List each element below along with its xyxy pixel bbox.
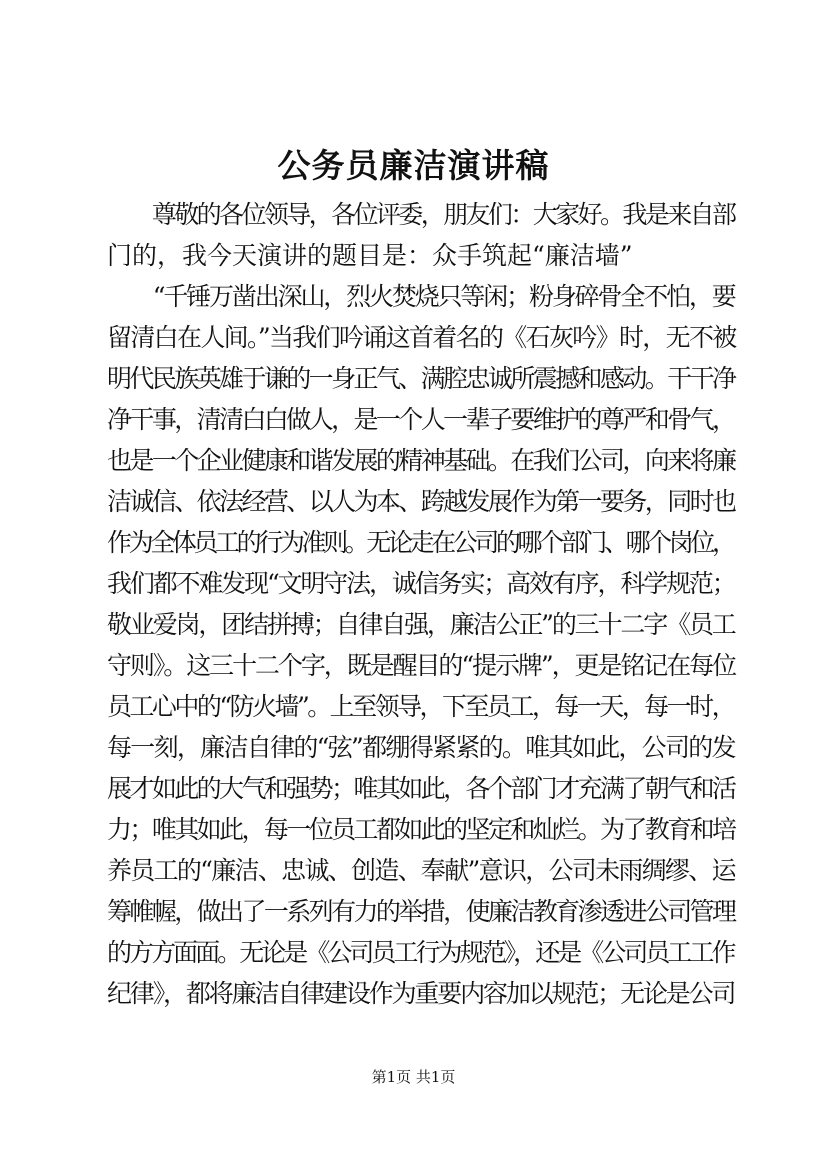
page-title: 公务员廉洁演讲稿 — [277, 146, 550, 185]
text-line: 门的，我今天演讲的题目是：众手筑起“廉洁墙” — [107, 241, 633, 270]
body-text — [107, 194, 737, 1014]
text-line: 我们都不难发现“文明守法，诚信务实；高效有序，科学规范； — [107, 569, 735, 598]
text-line: 养员工的“廉洁、忠诚、创造、奉献”意识，公司未雨绸缪、运 — [107, 856, 735, 885]
text-line: 留清白在人间。”当我们吟诵这首着名的《石灰吟》时，无不被 — [107, 323, 736, 352]
text-line: 敬业爱岗，团结拼搏；自律自强，廉洁公正”的三十二字《员工 — [107, 610, 735, 639]
text-line: 纪律》，都将廉洁自律建设作为重要内容加以规范；无论是公司 — [107, 979, 735, 1008]
text-line: 明代民族英雄于谦的一身正气、满腔忠诚所震撼和感动。干干净 — [107, 364, 735, 393]
text-line: 也是一个企业健康和谐发展的精神基础。在我们公司，向来将廉 — [107, 446, 735, 475]
text-line: 净干事，清清白白做人，是一个人一辈子要维护的尊严和骨气， — [107, 405, 735, 434]
text-line: 洁诚信、依法经营、以人为本、跨越发展作为第一要务，同时也 — [107, 487, 735, 516]
text-line: 展才如此的大气和强势；唯其如此，各个部门才充满了朝气和活 — [107, 774, 735, 803]
text-line: 守则》。这三十二个字，既是醒目的“提示牌”，更是铭记在每位 — [107, 651, 735, 680]
text-line: 尊敬的各位领导，各位评委，朋友们：大家好。我是来自部 — [107, 200, 735, 229]
text-line: 的方方面面。无论是《公司员工行为规范》，还是《公司员工工作 — [107, 938, 734, 967]
text-line: 每一刻，廉洁自律的“弦”都绷得紧紧的。唯其如此，公司的发 — [107, 733, 735, 762]
text-line: 作为全体员工的行为准则。无论走在公司的哪个部门、哪个岗位， — [107, 528, 734, 557]
text-line: 力；唯其如此，每一位员工都如此的坚定和灿烂。为了教育和培 — [107, 815, 735, 844]
text-line: 员工心中的“防火墙”。上至领导，下至员工，每一天，每一时， — [107, 692, 735, 721]
text-line: “千锤万凿出深山，烈火焚烧只等闲；粉身碎骨全不怕，要 — [107, 282, 735, 311]
text-line: 筹帷幄，做出了一系列有力的举措，使廉洁教育渗透进公司管理 — [107, 897, 735, 926]
page-footer: 第1页 共1页 — [371, 1068, 456, 1086]
